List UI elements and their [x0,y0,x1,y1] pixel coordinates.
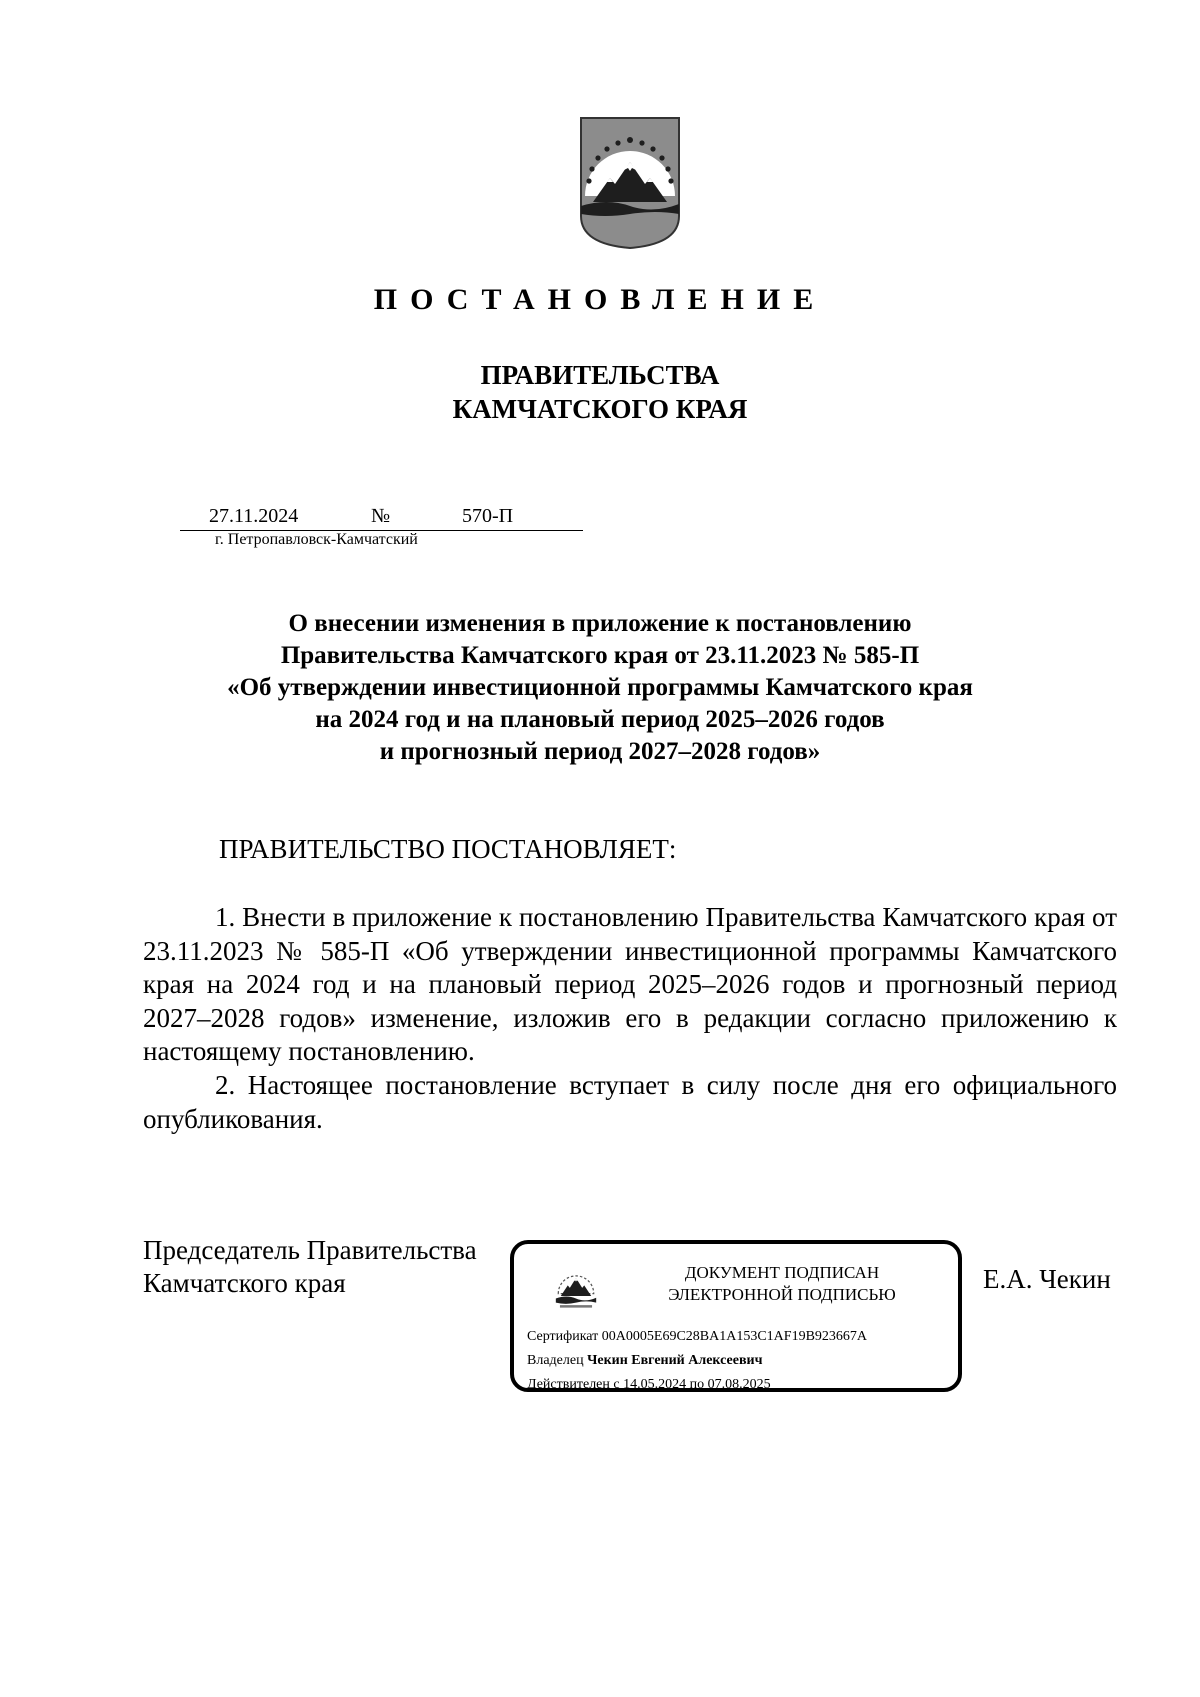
stamp-title-line-1: ДОКУМЕНТ ПОДПИСАН [684,1263,880,1282]
subject-line-5: и прогнозный период 2027–2028 годов» [379,738,821,765]
signatory-name: Е.А. Чекин [983,1264,1111,1294]
stamp-valid-to-label: по [689,1377,705,1392]
issuer-block [0,358,1200,426]
coat-of-arms-icon [577,114,683,250]
stamp-coat-of-arms-icon [553,1259,599,1315]
document-type-title: ПОСТАНОВЛЕНИЕ [373,283,827,316]
decree-heading: ПРАВИТЕЛЬСТВО ПОСТАНОВЛЯЕТ: [219,834,677,864]
signatory-position-line-1: Председатель Правительства [143,1235,477,1265]
document-city: г. Петропавловск-Камчатский [215,531,418,548]
document-number: 570-П [462,505,514,527]
stamp-validity-row [527,1377,771,1393]
document-subject [0,608,1200,768]
stamp-title-line-2: ЭЛЕКТРОННОЙ ПОДПИСЬЮ [668,1285,896,1304]
subject-line-2: Правительства Камчатского края от 23.11.2023 № 585-П [280,642,920,669]
stamp-owner-label: Владелец [527,1353,584,1368]
issuer-line-2: КАМЧАТСКОГО КРАЯ [452,394,748,424]
stamp-certificate-label: Сертификат [527,1329,599,1344]
stamp-certificate-value: 00A0005E69C28BA1A153C1AF19B923667A [601,1329,868,1344]
stamp-title [624,1262,940,1306]
stamp-certificate-row [527,1329,867,1345]
issuer-line-1: ПРАВИТЕЛЬСТВА [480,360,720,390]
stamp-owner-value: Чекин Евгений Алексеевич [587,1353,763,1368]
subject-line-1: О внесении изменения в приложение к постановлению [288,610,912,637]
number-sign: № [371,505,391,527]
body-item-1: 1. Внести в приложение к постановлению Правительства Камчатского края от 23.11.2023 № 585-П «Об утверждении инвестиционной программы Камчатского края на 2024 год и на плановый период 2025–2026 годов и прогнозный период 2027–2028 годов» изменение, изложив его в редакции согласно приложению к настоящему постановлению. [143,902,1117,1067]
document-date: 27.11.2024 [209,505,299,527]
document-body [143,901,1117,1136]
subject-line-4: на 2024 год и на плановый период 2025–2026 годов [315,706,885,733]
electronic-signature-stamp [510,1240,962,1392]
body-item-2: 2. Настоящее постановление вступает в силу после дня его официального опубликования. [143,1069,1117,1134]
signatory-position-line-2: Камчатского края [143,1268,346,1298]
stamp-valid-from-label: Действителен с [527,1377,620,1392]
signatory-position [143,1234,477,1300]
subject-line-3: «Об утверждении инвестиционной программы Камчатского края [227,674,973,701]
stamp-valid-from: 14.05.2024 [623,1377,687,1392]
stamp-owner-row [527,1353,762,1369]
stamp-valid-to: 07.08.2025 [707,1377,771,1392]
